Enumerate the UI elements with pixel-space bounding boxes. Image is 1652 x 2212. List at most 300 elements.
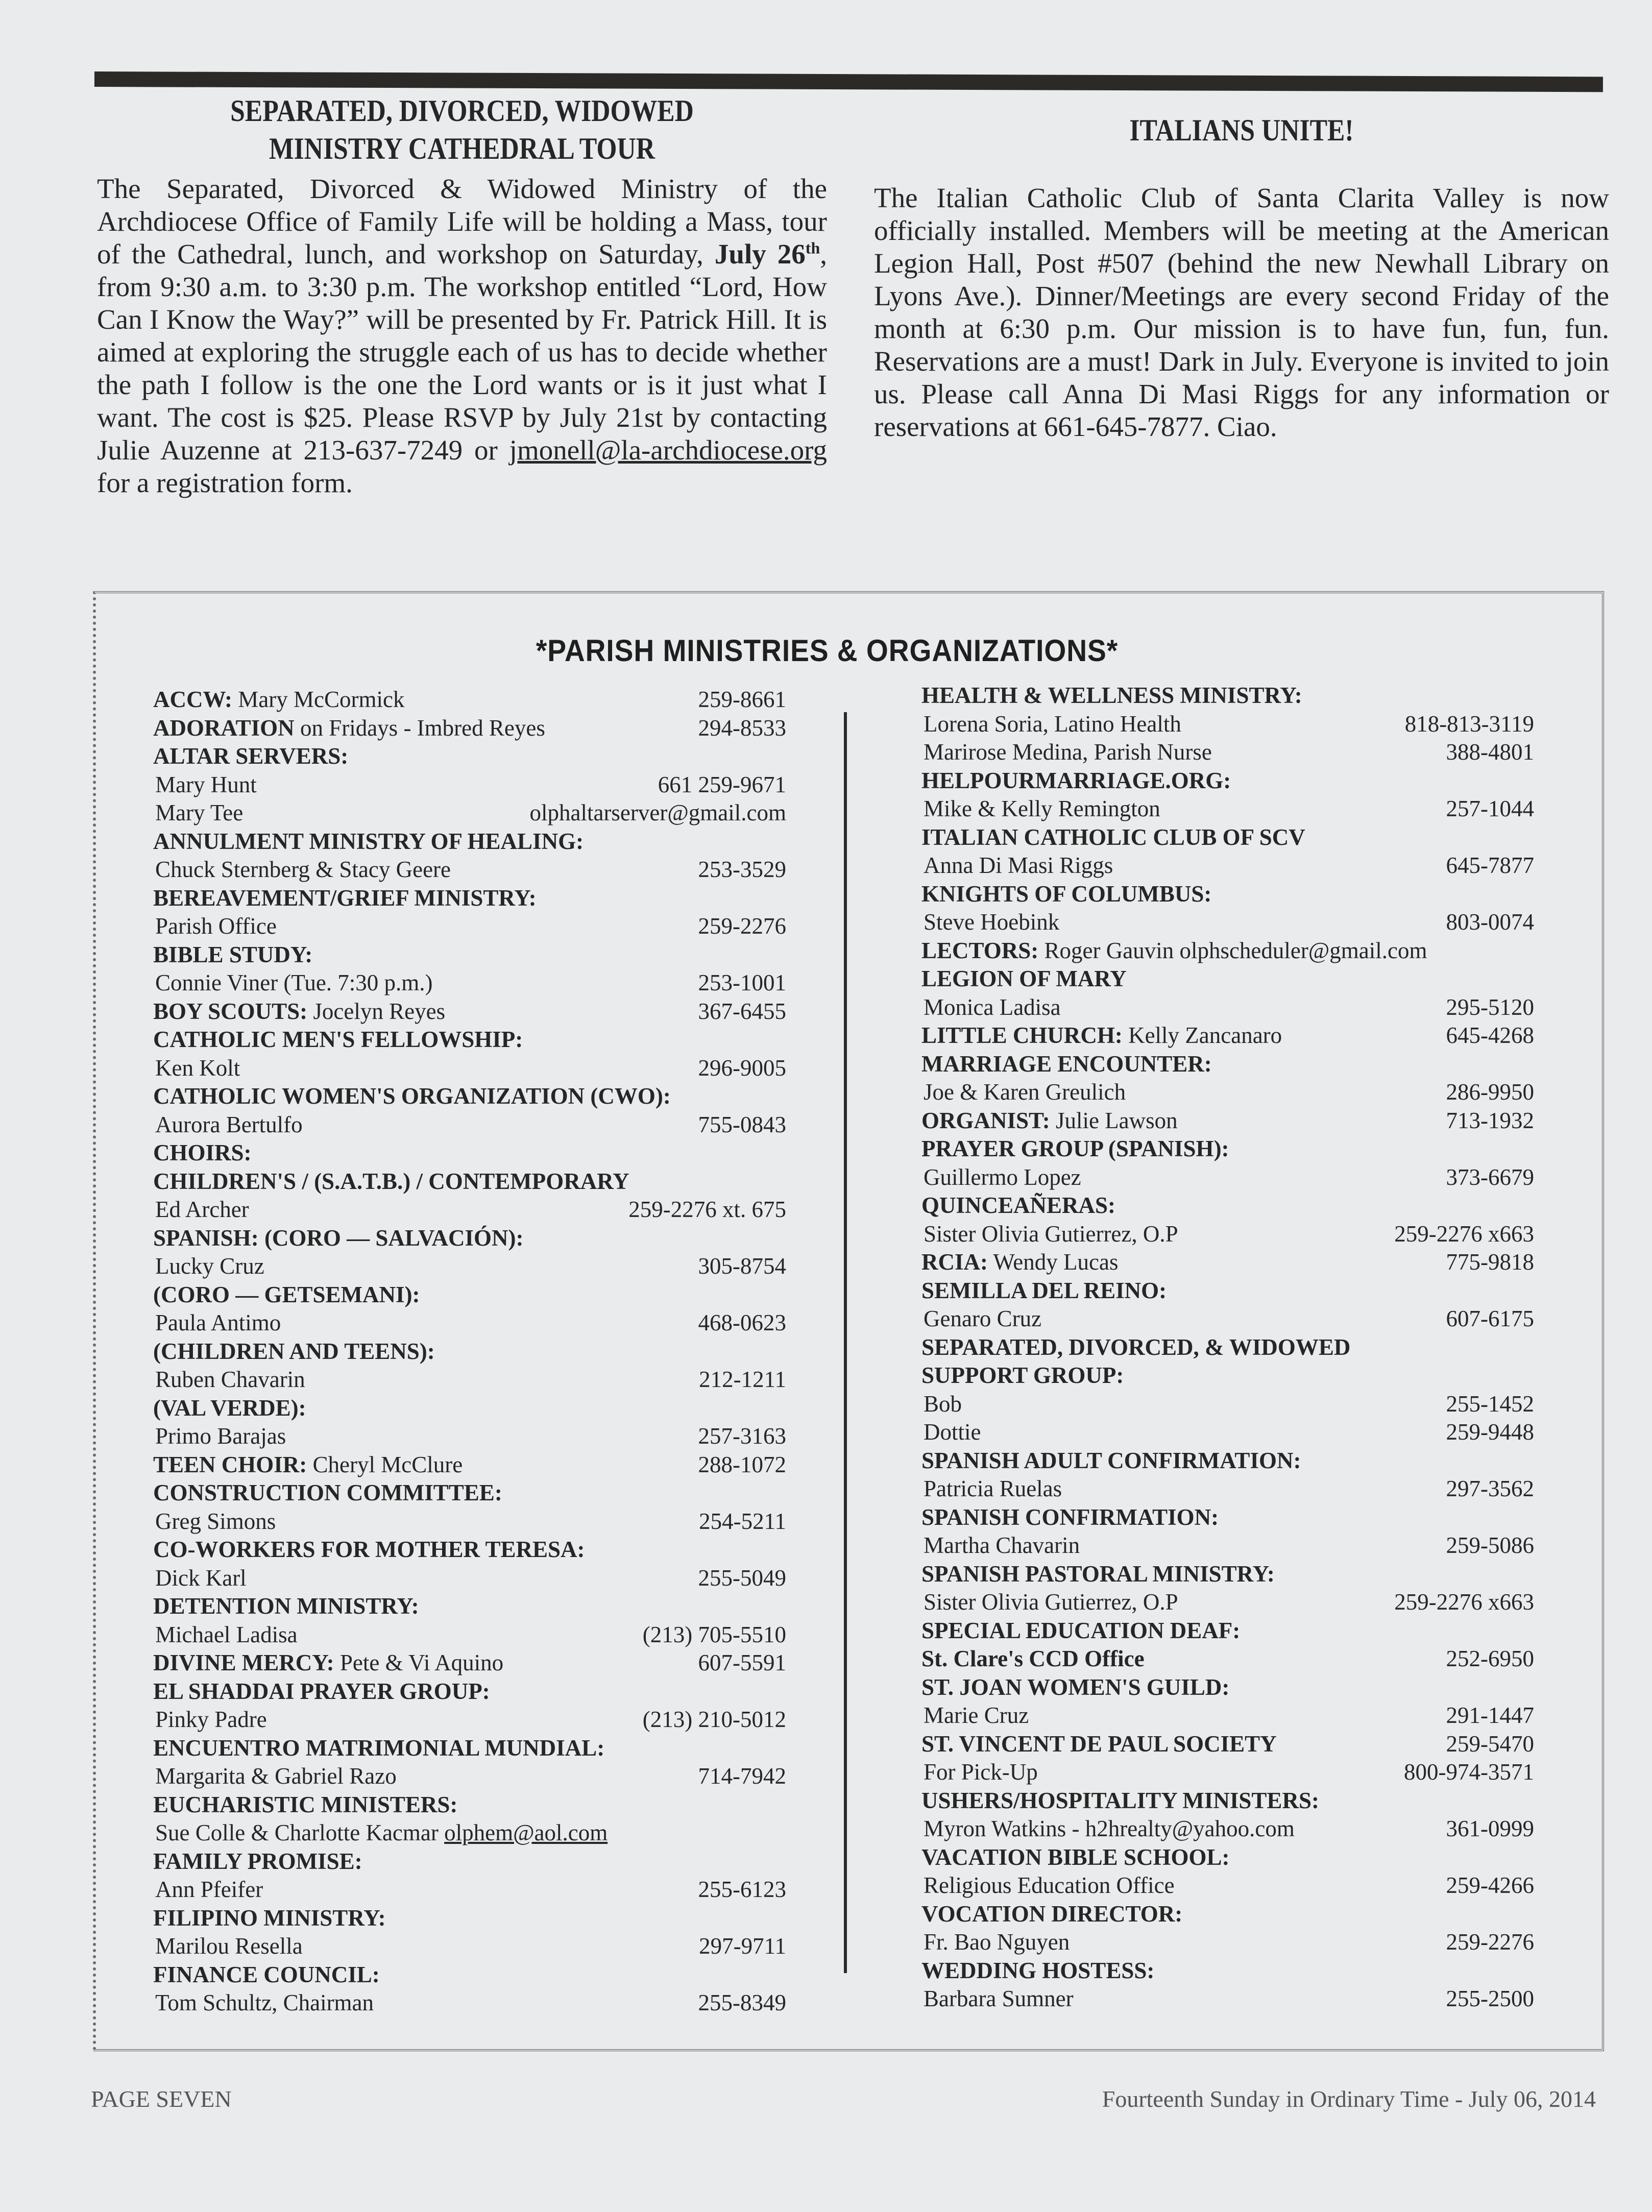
ministry-label: QUINCEAÑERAS: bbox=[921, 1193, 1116, 1218]
contact-name: Margarita & Gabriel Razo bbox=[155, 1763, 397, 1789]
contact-name: Monica Ladisa bbox=[924, 994, 1061, 1020]
ministry-label: ACCW: bbox=[153, 687, 232, 712]
ministry-label: ITALIAN CATHOLIC CLUB OF SCV bbox=[921, 824, 1305, 850]
article-body bbox=[97, 173, 827, 499]
contact-phone: 259-2276 xt. 675 bbox=[628, 1197, 786, 1222]
entry-name bbox=[153, 998, 445, 1026]
ministry-label: MARRIAGE ENCOUNTER: bbox=[921, 1051, 1212, 1077]
contact-phone: 259-4266 bbox=[1446, 1873, 1534, 1898]
entry-name bbox=[153, 1762, 397, 1791]
contact-phone: 645-7877 bbox=[1446, 853, 1534, 878]
directory-entry bbox=[921, 1617, 1534, 1645]
contact-phone: 800-974-3571 bbox=[1404, 1759, 1534, 1785]
contact-phone: 803-0074 bbox=[1446, 909, 1534, 935]
ministry-label: SUPPORT GROUP: bbox=[921, 1363, 1124, 1388]
entry-name bbox=[153, 1479, 502, 1508]
directory-entry bbox=[921, 1277, 1534, 1305]
entry-name bbox=[921, 880, 1211, 909]
contact-phone: 388-4801 bbox=[1446, 739, 1534, 765]
contact-phone: (213) 210-5012 bbox=[642, 1707, 786, 1732]
directory-title: *PARISH MINISTRIES & ORGANIZATIONS* bbox=[536, 634, 1119, 668]
directory-entry bbox=[921, 1701, 1534, 1730]
directory-entry bbox=[153, 1848, 786, 1876]
contact-phone: 288-1072 bbox=[698, 1451, 786, 1477]
directory-entry bbox=[153, 1168, 786, 1196]
contact-phone: 295-5120 bbox=[1446, 994, 1534, 1020]
entry-name bbox=[921, 738, 1212, 767]
directory-entry bbox=[153, 1819, 786, 1848]
directory-entry bbox=[921, 738, 1534, 767]
contact-name: Aurora Bertulfo bbox=[155, 1111, 303, 1137]
directory-entry bbox=[153, 1196, 786, 1224]
contact-phone: 253-1001 bbox=[698, 970, 786, 995]
directory-entry bbox=[153, 1961, 786, 1989]
directory-entry bbox=[921, 1107, 1534, 1135]
contact-phone: 468-0623 bbox=[698, 1310, 786, 1335]
directory-entry bbox=[921, 1475, 1534, 1503]
contact-phone: 212-1211 bbox=[699, 1367, 786, 1392]
contact-phone: 297-3562 bbox=[1446, 1476, 1534, 1501]
directory-entry bbox=[153, 1366, 786, 1394]
ministry-label: SPANISH CONFIRMATION: bbox=[921, 1504, 1219, 1530]
directory-entry bbox=[153, 1904, 786, 1933]
entry-name bbox=[153, 1139, 252, 1168]
directory-entry bbox=[921, 710, 1534, 739]
entry-name bbox=[153, 941, 312, 969]
ministry-label: SPANISH ADULT CONFIRMATION: bbox=[921, 1447, 1301, 1473]
directory-entry bbox=[921, 1787, 1534, 1815]
directory-entry bbox=[921, 1588, 1534, 1617]
body-text: for a registration form. bbox=[97, 467, 353, 498]
directory-entry bbox=[921, 1871, 1534, 1900]
directory-entry bbox=[153, 1706, 786, 1734]
contact-name: Fr. Bao Nguyen bbox=[924, 1929, 1070, 1955]
contact-name: Connie Viner (Tue. 7:30 p.m.) bbox=[155, 970, 433, 995]
directory-entry bbox=[153, 1989, 786, 2017]
directory-entry bbox=[153, 1224, 786, 1253]
directory-entry bbox=[921, 1900, 1534, 1929]
directory-entry bbox=[921, 1305, 1534, 1333]
contact-phone: 305-8754 bbox=[698, 1253, 786, 1279]
directory-entry bbox=[921, 1362, 1534, 1390]
ministry-label: LECTORS: bbox=[921, 937, 1039, 963]
directory-entry bbox=[921, 1418, 1534, 1447]
entry-name bbox=[153, 1338, 435, 1366]
entry-name bbox=[153, 1366, 305, 1394]
entry-name bbox=[921, 1475, 1062, 1503]
directory-entry bbox=[921, 1843, 1534, 1872]
ministry-label: CATHOLIC WOMEN'S ORGANIZATION (CWO): bbox=[153, 1083, 671, 1109]
contact-name: Tom Schultz, Chairman bbox=[155, 1990, 374, 2015]
entry-name bbox=[153, 1904, 386, 1933]
entry-name bbox=[153, 1309, 281, 1338]
entry-name bbox=[153, 1989, 374, 2017]
contact-phone: 259-2276 x663 bbox=[1394, 1589, 1534, 1615]
entry-name bbox=[921, 1135, 1229, 1163]
contact-phone: (213) 705-5510 bbox=[642, 1621, 786, 1647]
contact-phone: 713-1932 bbox=[1446, 1107, 1534, 1133]
directory-entry bbox=[921, 1447, 1534, 1475]
entry-name bbox=[153, 1422, 286, 1451]
contact-name: Kelly Zancanaro bbox=[1122, 1023, 1282, 1048]
contact-name: Mary McCormick bbox=[232, 687, 405, 712]
contact-name: Anna Di Masi Riggs bbox=[924, 853, 1113, 878]
contact-name: Mary Hunt bbox=[155, 771, 257, 797]
directory-entry bbox=[921, 823, 1534, 852]
ministry-label: CHOIRS: bbox=[153, 1140, 252, 1165]
contact-name: Dottie bbox=[924, 1419, 981, 1445]
entry-name bbox=[921, 1843, 1229, 1872]
directory-entry bbox=[153, 1734, 786, 1763]
contact-name: Sue Colle & Charlotte Kacmar bbox=[155, 1820, 445, 1845]
article-title: ITALIANS UNITE! bbox=[1129, 113, 1354, 147]
ministry-label: SEPARATED, DIVORCED, & WIDOWED bbox=[921, 1334, 1351, 1360]
contact-name: Primo Barajas bbox=[155, 1423, 286, 1449]
ministry-label: CATHOLIC MEN'S FELLOWSHIP: bbox=[153, 1027, 523, 1052]
entry-name bbox=[153, 1196, 249, 1224]
entry-name bbox=[921, 1277, 1167, 1305]
ministry-label: CHILDREN'S / (S.A.T.B.) / CONTEMPORARY bbox=[153, 1168, 629, 1194]
contact-name: Ken Kolt bbox=[155, 1055, 240, 1081]
contact-name: Dick Karl bbox=[155, 1565, 247, 1591]
contact-phone: 254-5211 bbox=[699, 1508, 786, 1534]
ministry-label: BOY SCOUTS: bbox=[153, 998, 308, 1024]
contact-name: Ruben Chavarin bbox=[155, 1367, 305, 1392]
entry-name bbox=[153, 1649, 503, 1678]
entry-name bbox=[153, 714, 545, 743]
directory-entry bbox=[153, 1054, 786, 1083]
directory-entry bbox=[153, 884, 786, 913]
entry-name bbox=[153, 1451, 463, 1479]
contact-email-link[interactable]: olphem@aol.com bbox=[444, 1820, 608, 1845]
directory-entry bbox=[153, 1536, 786, 1564]
directory-entry bbox=[153, 1649, 786, 1678]
contact-phone: 259-5470 bbox=[1446, 1731, 1534, 1757]
top-rule bbox=[94, 71, 1603, 92]
directory-entry bbox=[921, 1248, 1534, 1277]
entry-name bbox=[921, 823, 1305, 852]
directory-entry bbox=[153, 1791, 786, 1819]
ministry-label: St. Clare's CCD Office bbox=[921, 1646, 1145, 1671]
entry-name bbox=[153, 1252, 264, 1281]
entry-name bbox=[153, 1026, 523, 1054]
contact-name: Julie Lawson bbox=[1050, 1107, 1178, 1133]
body-text: The Separated, Divorced & Widowed Ministry of the Archdiocese Office of Family Life will be holding a Mass, tour of the Cathedral, lunch, and workshop on Saturday, bbox=[97, 173, 827, 270]
ministry-label: USHERS/HOSPITALITY MINISTERS: bbox=[921, 1787, 1319, 1813]
contact-phone: 607-5591 bbox=[698, 1650, 786, 1675]
entry-name bbox=[921, 1050, 1212, 1079]
contact-name: Myron Watkins - h2hrealty@yahoo.com bbox=[924, 1816, 1295, 1841]
directory-entry bbox=[921, 880, 1534, 909]
entry-name bbox=[153, 1706, 267, 1734]
ministry-label: FINANCE COUNCIL: bbox=[153, 1961, 380, 1987]
contact-name: For Pick-Up bbox=[924, 1759, 1038, 1785]
ministry-label: (CORO — GETSEMANI): bbox=[153, 1281, 420, 1307]
entry-name bbox=[921, 1645, 1145, 1673]
directory-entry bbox=[921, 1673, 1534, 1702]
column-divider bbox=[844, 712, 847, 1973]
contact-name: Genaro Cruz bbox=[924, 1306, 1042, 1331]
registration-email-link[interactable]: jmonell@la-archdiocese.org bbox=[509, 434, 827, 466]
directory-entry bbox=[153, 1508, 786, 1536]
ministry-label: RCIA: bbox=[921, 1249, 988, 1275]
directory-entry bbox=[921, 682, 1534, 710]
entry-name bbox=[153, 1678, 490, 1706]
directory-entry bbox=[921, 1078, 1534, 1107]
entry-name bbox=[921, 937, 1427, 965]
contact-phone: 259-2276 bbox=[698, 913, 786, 939]
entry-name bbox=[921, 1532, 1080, 1560]
contact-phone: 818-813-3119 bbox=[1404, 711, 1534, 737]
directory-entry bbox=[921, 1730, 1534, 1759]
entry-name bbox=[921, 1192, 1115, 1220]
directory-entry bbox=[153, 1451, 786, 1479]
ministry-label: PRAYER GROUP (SPANISH): bbox=[921, 1136, 1229, 1161]
entry-name bbox=[921, 1787, 1319, 1815]
directory-column-right bbox=[921, 682, 1534, 2013]
entry-name bbox=[153, 1224, 524, 1253]
entry-name bbox=[921, 1362, 1124, 1390]
title-line-1: SEPARATED, DIVORCED, WIDOWED bbox=[230, 94, 694, 128]
contact-phone: 255-6123 bbox=[698, 1877, 786, 1902]
event-date: July 26 bbox=[714, 238, 806, 270]
directory-entry bbox=[153, 799, 786, 828]
directory-entry bbox=[153, 686, 786, 714]
ministry-label: CONSTRUCTION COMMITTEE: bbox=[153, 1480, 502, 1505]
article-sdw-cathedral-tour bbox=[97, 92, 827, 499]
directory-entry bbox=[153, 1394, 786, 1423]
contact-name: Cheryl McClure bbox=[307, 1451, 463, 1477]
entry-name bbox=[153, 1536, 585, 1564]
directory-entry bbox=[921, 1050, 1534, 1079]
directory-entry bbox=[921, 1815, 1534, 1843]
ministry-label: VACATION BIBLE SCHOOL: bbox=[921, 1844, 1230, 1870]
entry-name bbox=[153, 884, 537, 913]
contact-name: Marilou Resella bbox=[155, 1933, 303, 1959]
contact-name: Mary Tee bbox=[155, 800, 244, 825]
entry-name bbox=[921, 908, 1059, 937]
article-italians-unite bbox=[874, 92, 1609, 443]
directory-entry bbox=[153, 1309, 786, 1338]
contact-phone: 257-3163 bbox=[698, 1423, 786, 1449]
directory-entry bbox=[153, 1139, 786, 1168]
entry-name bbox=[153, 1621, 298, 1649]
directory-entry bbox=[153, 1082, 786, 1111]
contact-phone: 259-8661 bbox=[698, 687, 786, 712]
directory-entry bbox=[921, 1192, 1534, 1220]
entry-name bbox=[921, 1163, 1081, 1192]
contact-phone: 755-0843 bbox=[698, 1111, 786, 1137]
contact-phone: 255-8349 bbox=[698, 1990, 786, 2015]
directory-entry bbox=[921, 965, 1534, 993]
title-line-2: MINISTRY CATHEDRAL TOUR bbox=[269, 132, 655, 165]
entry-name bbox=[921, 1503, 1219, 1532]
ministry-label: WEDDING HOSTESS: bbox=[921, 1957, 1155, 1983]
entry-name bbox=[921, 993, 1061, 1022]
entry-name bbox=[921, 1022, 1282, 1050]
directory-entry bbox=[153, 1338, 786, 1366]
entry-name bbox=[153, 969, 433, 998]
contact-phone: 252-6950 bbox=[1446, 1646, 1534, 1671]
directory-entry bbox=[921, 993, 1534, 1022]
ministry-label: ANNULMENT MINISTRY OF HEALING: bbox=[153, 828, 584, 854]
entry-name bbox=[153, 1054, 240, 1083]
directory-entry bbox=[153, 1281, 786, 1309]
entry-name bbox=[153, 1508, 276, 1536]
contact-phone: 291-1447 bbox=[1446, 1703, 1534, 1728]
entry-name bbox=[921, 1701, 1029, 1730]
directory-entry bbox=[921, 767, 1534, 795]
directory-entry bbox=[921, 1758, 1534, 1787]
contact-phone: 361-0999 bbox=[1446, 1816, 1534, 1841]
entry-name bbox=[921, 1107, 1178, 1135]
ministry-label: SPECIAL EDUCATION DEAF: bbox=[921, 1617, 1241, 1643]
contact-phone: 286-9950 bbox=[1446, 1079, 1534, 1105]
directory-entry bbox=[921, 1390, 1534, 1419]
directory-entry bbox=[153, 714, 786, 743]
ministry-label: CO-WORKERS FOR MOTHER TERESA: bbox=[153, 1537, 585, 1562]
entry-name bbox=[921, 1447, 1301, 1475]
directory-entry bbox=[153, 856, 786, 884]
contact-name: Ed Archer bbox=[155, 1197, 249, 1222]
ministry-label: SPANISH: (CORO — SALVACIÓN): bbox=[153, 1225, 524, 1251]
ministry-label: (CHILDREN AND TEENS): bbox=[153, 1338, 435, 1364]
ministry-label: HELPOURMARRIAGE.ORG: bbox=[921, 767, 1231, 793]
entry-name bbox=[153, 1848, 362, 1876]
ministry-label: LITTLE CHURCH: bbox=[921, 1023, 1123, 1048]
contact-name: Martha Chavarin bbox=[924, 1533, 1080, 1558]
page-number: PAGE SEVEN bbox=[91, 2086, 232, 2112]
contact-name: Paula Antimo bbox=[155, 1310, 281, 1335]
contact-name: Jocelyn Reyes bbox=[307, 998, 446, 1024]
entry-name bbox=[153, 828, 584, 856]
directory-entry bbox=[921, 852, 1534, 880]
body-text: , from 9:30 a.m. to 3:30 p.m. The workshop entitled “Lord, How Can I Know the Way?” will be presented by Fr. Patrick Hill. It is aimed at exploring the struggle each of us has to decide whether the path I follow is the one the Lord wants or is it just what I want. The cost is $25. Please RSVP by July 21st by contacting Julie Auzenne at 213-637-7249 or bbox=[97, 238, 827, 466]
entry-name bbox=[921, 1248, 1118, 1277]
contact-name: Barbara Sumner bbox=[924, 1986, 1074, 2011]
directory-entry bbox=[153, 1621, 786, 1649]
entry-name bbox=[921, 795, 1160, 823]
contact-name: Bob bbox=[924, 1391, 962, 1417]
entry-name bbox=[921, 1617, 1240, 1645]
ministry-label: TEEN CHOIR: bbox=[153, 1451, 307, 1477]
article-body: The Italian Catholic Club of Santa Clarita Valley is now officially installed. Members will be meeting at the American Legion Hall, Post #507 (behind the new Newhall Library on Lyons Ave.). Dinner/Meetings are every second Friday of the month at 6:30 p.m. Our mission is to have fun, fun, fun. Reservations are a must! Dark in July. Everyone is invited to join us. Please call Anna Di Masi Riggs for any information or reservations at 661-645-7877. Ciao. bbox=[874, 182, 1609, 442]
entry-name bbox=[153, 1281, 420, 1309]
contact-phone: 645-4268 bbox=[1446, 1023, 1534, 1048]
contact-phone: 257-1044 bbox=[1446, 796, 1534, 821]
entry-name bbox=[921, 1560, 1275, 1589]
directory-entry bbox=[153, 998, 786, 1026]
contact-phone: 607-6175 bbox=[1446, 1306, 1534, 1331]
date-suffix: th bbox=[805, 238, 820, 257]
contact-phone: 259-5086 bbox=[1446, 1533, 1534, 1558]
contact-phone: 367-6455 bbox=[698, 998, 786, 1024]
directory-entry bbox=[153, 969, 786, 998]
entry-name bbox=[921, 1078, 1126, 1107]
entry-name bbox=[921, 1957, 1154, 1985]
contact-phone: 255-5049 bbox=[698, 1565, 786, 1591]
directory-entry bbox=[921, 937, 1534, 965]
ministry-label: ORGANIST: bbox=[921, 1107, 1050, 1133]
contact-name: Greg Simons bbox=[155, 1508, 276, 1534]
directory-entry bbox=[921, 1333, 1534, 1362]
contact-phone: 253-3529 bbox=[698, 857, 786, 882]
contact-name: Lucky Cruz bbox=[155, 1253, 264, 1279]
contact-name: Chuck Sternberg & Stacy Geere bbox=[155, 857, 451, 882]
ministry-label: DETENTION MINISTRY: bbox=[153, 1593, 419, 1619]
ministry-label: ST. JOAN WOMEN'S GUILD: bbox=[921, 1674, 1230, 1700]
directory-entry bbox=[153, 1111, 786, 1139]
ministry-label: FILIPINO MINISTRY: bbox=[153, 1905, 386, 1931]
entry-name bbox=[153, 771, 257, 799]
directory-entry bbox=[153, 1422, 786, 1451]
contact-name: Steve Hoebink bbox=[924, 909, 1060, 935]
entry-name bbox=[153, 856, 451, 884]
entry-name bbox=[921, 682, 1302, 710]
directory-entry bbox=[153, 912, 786, 941]
directory-entry bbox=[153, 941, 786, 969]
contact-name: Ann Pfeifer bbox=[155, 1877, 263, 1902]
contact-phone: 259-2276 bbox=[1446, 1929, 1534, 1955]
entry-name bbox=[921, 1333, 1350, 1362]
contact-phone: 255-1452 bbox=[1446, 1391, 1534, 1417]
contact-name: Marie Cruz bbox=[924, 1703, 1029, 1728]
directory-entry bbox=[921, 1532, 1534, 1560]
entry-name bbox=[153, 1168, 629, 1196]
directory-entry bbox=[921, 1503, 1534, 1532]
ministry-label: BEREAVEMENT/GRIEF MINISTRY: bbox=[153, 885, 537, 911]
entry-name bbox=[153, 1961, 380, 1989]
ministry-label: ENCUENTRO MATRIMONIAL MUNDIAL: bbox=[153, 1735, 605, 1761]
ministry-label: (VAL VERDE): bbox=[153, 1395, 306, 1421]
ministry-label: EL SHADDAI PRAYER GROUP: bbox=[153, 1678, 490, 1704]
contact-name: Roger Gauvin olphscheduler@gmail.com bbox=[1038, 937, 1427, 963]
entry-name bbox=[153, 1111, 303, 1139]
entry-name bbox=[153, 1932, 303, 1961]
contact-name: Lorena Soria, Latino Health bbox=[924, 711, 1181, 737]
entry-name bbox=[921, 1928, 1070, 1957]
entry-name bbox=[921, 710, 1181, 739]
ministry-label: KNIGHTS OF COLUMBUS: bbox=[921, 881, 1212, 907]
entry-name bbox=[921, 1673, 1229, 1702]
directory-entry bbox=[153, 1932, 786, 1961]
ministry-label: DIVINE MERCY: bbox=[153, 1650, 334, 1675]
directory-entry bbox=[921, 1163, 1534, 1192]
directory-entry bbox=[921, 795, 1534, 823]
contact-name: Mike & Kelly Remington bbox=[924, 796, 1160, 821]
directory-entry bbox=[921, 1985, 1534, 2013]
directory-entry bbox=[153, 1026, 786, 1054]
contact-name: Marirose Medina, Parish Nurse bbox=[924, 739, 1212, 765]
contact-phone: 714-7942 bbox=[698, 1763, 786, 1789]
entry-name bbox=[153, 1791, 457, 1819]
ministry-label: ST. VINCENT DE PAUL SOCIETY bbox=[921, 1731, 1277, 1757]
contact-phone: 294-8533 bbox=[698, 715, 786, 741]
contact-phone: olphaltarserver@gmail.com bbox=[529, 800, 786, 825]
entry-name bbox=[921, 1418, 981, 1447]
entry-name bbox=[153, 1819, 608, 1848]
directory-entry bbox=[153, 1876, 786, 1904]
entry-name bbox=[921, 1871, 1175, 1900]
contact-name: Sister Olivia Gutierrez, O.P bbox=[924, 1589, 1178, 1615]
entry-name bbox=[921, 1220, 1178, 1249]
entry-name bbox=[921, 1305, 1041, 1333]
entry-name bbox=[921, 852, 1113, 880]
contact-phone: 259-2276 x663 bbox=[1394, 1221, 1534, 1247]
directory-entry bbox=[921, 1560, 1534, 1589]
contact-name: Sister Olivia Gutierrez, O.P bbox=[924, 1221, 1178, 1247]
directory-entry bbox=[153, 1592, 786, 1621]
